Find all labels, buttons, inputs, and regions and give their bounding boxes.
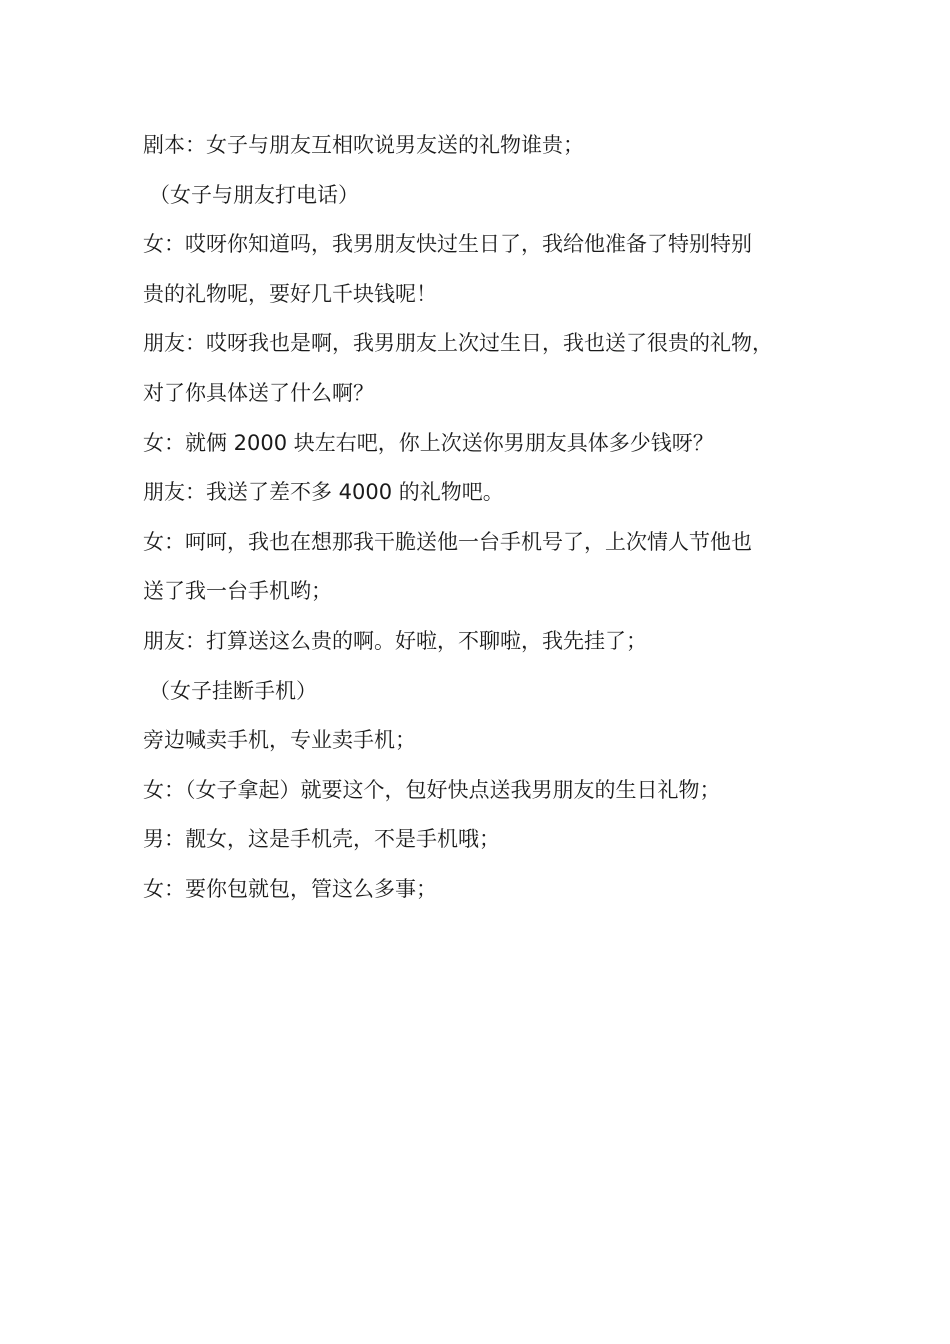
dialogue-line: 朋友：打算送这么贵的啊。好啦，不聊啦，我先挂了； — [143, 628, 647, 653]
dialogue-line: 女：（女子拿起）就要这个，包好快点送我男朋友的生日礼物； — [143, 777, 721, 802]
script-body — [143, 121, 833, 915]
dialogue-line: 女：要你包就包，管这么多事； — [143, 876, 437, 901]
dialogue-line: 女：哎呀你知道吗，我男朋友快过生日了，我给他准备了特别特别 — [143, 232, 752, 257]
script-title-line: 剧本：女子与朋友互相吹说男友送的礼物谁贵； — [143, 133, 584, 157]
dialogue-line: 男：靓女，这是手机壳，不是手机哦； — [143, 827, 500, 852]
dialogue-line: 女：呵呵，我也在想那我干脆送他一台手机号了，上次情人节他也 — [143, 529, 752, 554]
dialogue-line: 对了你具体送了什么啊？ — [143, 380, 374, 405]
stage-direction-line: （女子挂断手机） — [149, 678, 317, 703]
dialogue-line: 女：就俩 2000 块左右吧，你上次送你男朋友具体多少钱呀？ — [143, 430, 714, 455]
dialogue-line: 送了我一台手机哟； — [143, 579, 332, 604]
dialogue-line: 朋友：我送了差不多 4000 的礼物吧。 — [143, 480, 504, 505]
dialogue-line: 朋友：哎呀我也是啊，我男朋友上次过生日，我也送了很贵的礼物， — [143, 331, 773, 356]
dialogue-line: 贵的礼物呢，要好几千块钱呢！ — [143, 281, 437, 306]
stage-direction-line: （女子与朋友打电话） — [149, 182, 359, 207]
dialogue-line: 旁边喊卖手机，专业卖手机； — [143, 728, 416, 753]
